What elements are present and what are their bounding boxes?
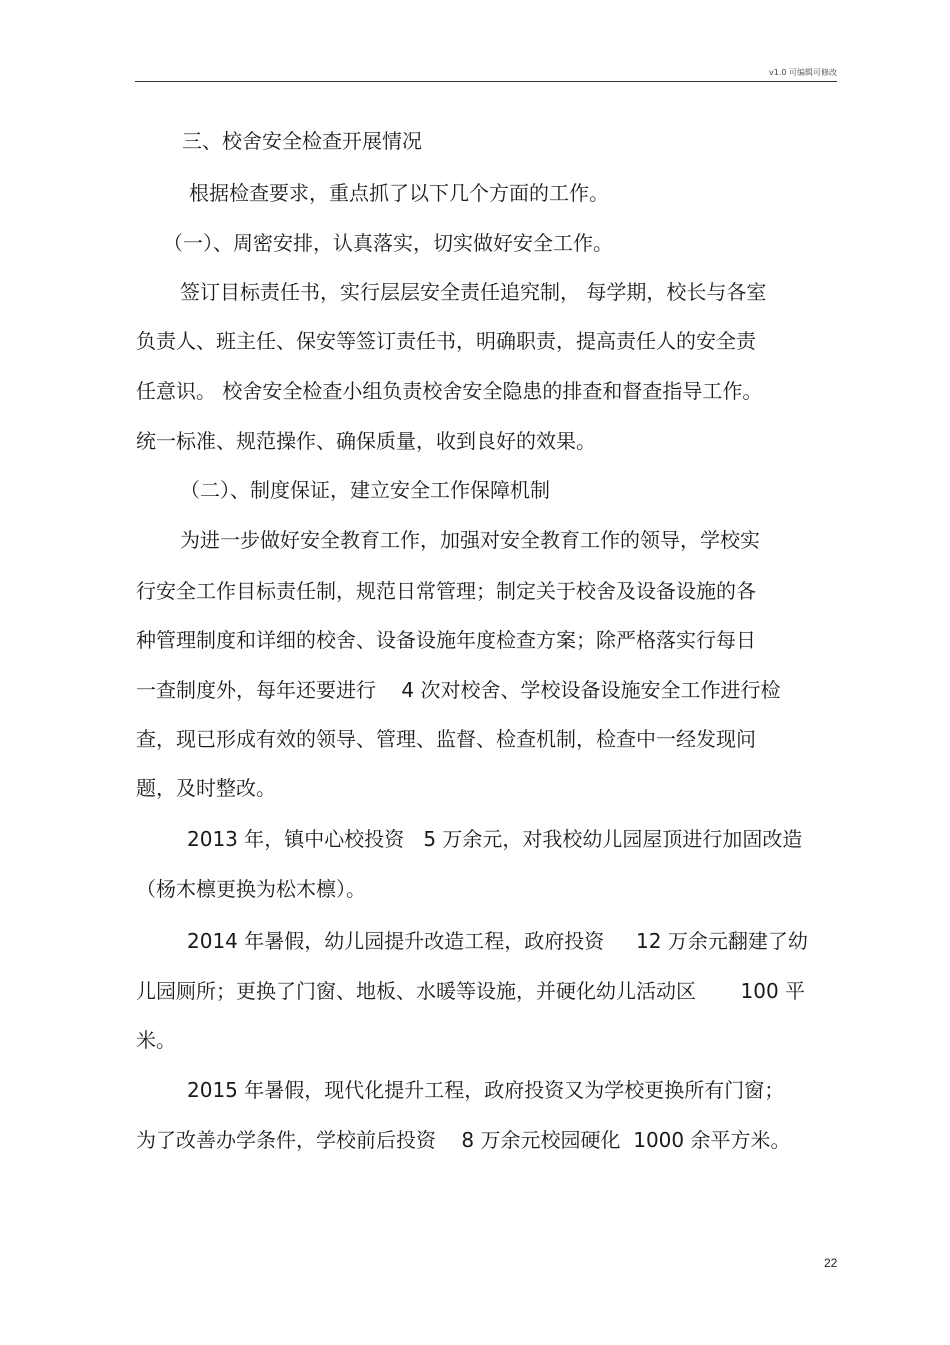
paragraph-line: 任意识。 校舍安全检查小组负责校舍安全隐患的排查和督查指导工作。 [136,379,763,403]
paragraph-line: 行安全工作目标责任制，规范日常管理；制定关于校舍及设备设施的各 [136,579,756,603]
paragraph-line: 儿园厕所；更换了门窗、地板、水暖等设施，并硬化幼儿活动区 100 平 [136,979,806,1003]
paragraph-line: （杨木檩更换为松木檩）。 [136,877,366,901]
paragraph-line: 米。 [136,1028,176,1052]
section-heading: 三、校舍安全检查开展情况 [182,129,422,153]
paragraph-line: 签订目标责任书，实行层层安全责任追究制， 每学期，校长与各室 [180,280,767,304]
paragraph-line: 种管理制度和详细的校舍、设备设施年度检查方案；除严格落实行每日 [136,628,756,652]
paragraph-line: 统一标准、规范操作、确保质量，收到良好的效果。 [136,429,596,453]
paragraph-line: 查，现已形成有效的领导、管理、监督、检查机制，检查中一经发现问 [136,727,756,751]
paragraph-line: 根据检查要求，重点抓了以下几个方面的工作。 [189,181,609,205]
paragraph-line: 2015 年暑假，现代化提升工程，政府投资又为学校更换所有门窗； [187,1078,785,1102]
paragraph-line: 负责人、班主任、保安等签订责任书，明确职责，提高责任人的安全责 [136,329,756,353]
paragraph-line: 一查制度外，每年还要进行 4 次对校舍、学校设备设施安全工作进行检 [136,678,781,702]
header-version-note: v1.0 可编辑可修改 [769,68,837,77]
page-number: 22 [824,1256,838,1270]
paragraph-line: 题，及时整改。 [136,776,276,800]
paragraph-line: 2013 年，镇中心校投资 5 万余元，对我校幼儿园屋顶进行加固改造 [187,827,803,851]
subsection-heading: （二）、制度保证，建立安全工作保障机制 [180,478,550,502]
header-divider [135,81,837,82]
paragraph-line: 为进一步做好安全教育工作，加强对安全教育工作的领导，学校实 [180,528,760,552]
subsection-heading: （一）、周密安排，认真落实，切实做好安全工作。 [163,231,613,255]
paragraph-line: 为了改善办学条件，学校前后投资 8 万余元校园硬化 1000 余平方米。 [136,1128,791,1152]
paragraph-line: 2014 年暑假，幼儿园提升改造工程，政府投资 12 万余元翻建了幼 [187,929,808,953]
